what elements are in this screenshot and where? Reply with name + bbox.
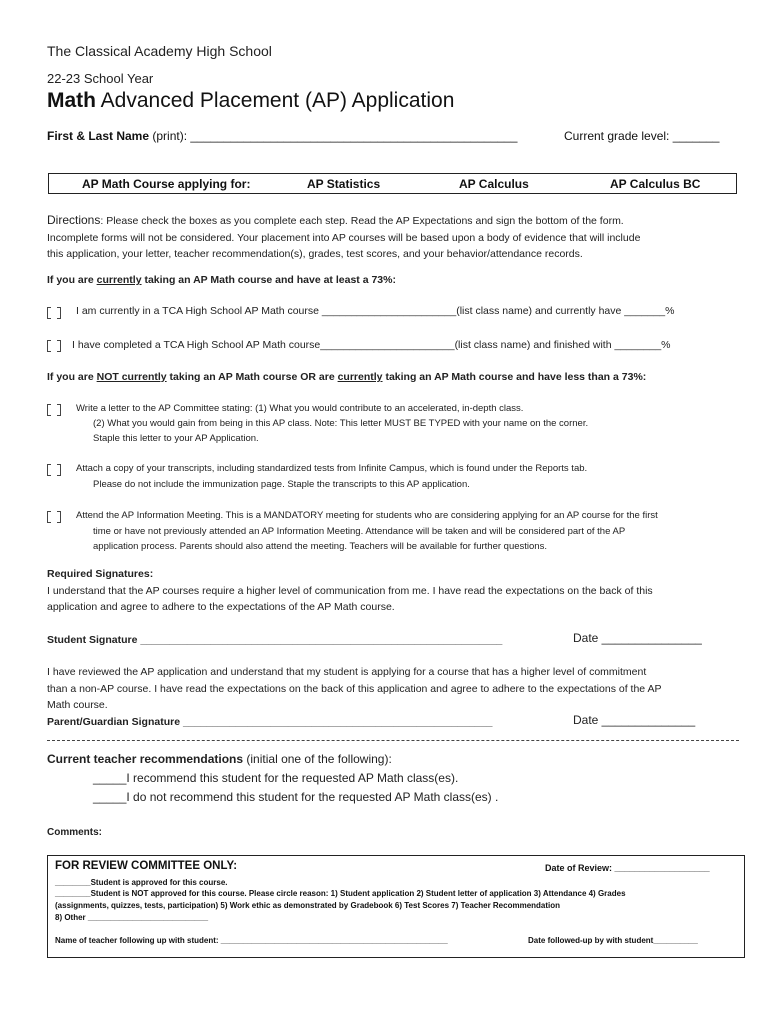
- review-committee-box: [47, 855, 745, 958]
- info-meeting-item: [76, 508, 658, 555]
- directions-line-2: Incomplete forms will not be considered. Your placement into AP courses will be based upon a body of evidence that will include: [47, 231, 641, 244]
- letter-line-1: Write a letter to the AP Committee stating: (1) What you would contribute to an accelerated, in-depth class.: [76, 403, 524, 414]
- date-followed-field[interactable]: Date followed-up by with student__________: [528, 936, 698, 945]
- review-title: FOR REVIEW COMMITTEE ONLY:: [55, 860, 238, 872]
- transcripts-item: [76, 461, 587, 492]
- checkbox-current-course[interactable]: [47, 307, 61, 317]
- review-approved[interactable]: ________Student is approved for this course.: [55, 878, 228, 887]
- review-other[interactable]: 8) Other ___________________________: [55, 913, 209, 922]
- student-statement-line-2: application and agree to adhere to the expectations of the AP Math course.: [47, 601, 395, 613]
- parent-signature-field[interactable]: Parent/Guardian Signature _____________________________________________________: [47, 716, 493, 728]
- teacher-recommend-option[interactable]: _____I recommend this student for the requested AP Math class(es).: [93, 771, 459, 785]
- letter-line-3: Staple this letter to your AP Application.: [93, 433, 259, 444]
- student-statement-line-1: I understand that the AP courses require a higher level of communication from me. I have read the expectations on the back of this: [47, 584, 653, 597]
- checkbox-letter[interactable]: [47, 404, 61, 414]
- teacher-heading-suffix: (initial one of the following):: [243, 752, 392, 766]
- student-signature-field[interactable]: Student Signature ______________________________________________________________: [47, 634, 503, 646]
- section-not-current-heading: [47, 369, 646, 386]
- heading-underlined: NOT currently: [96, 371, 167, 383]
- heading-underlined: currently: [337, 371, 383, 383]
- course-selection-box: [48, 173, 737, 194]
- section-current-heading: [47, 272, 396, 289]
- directions-line-3: this application, your letter, teacher recommendation(s), grades, test scores, and your behavior/attendance records.: [47, 248, 583, 260]
- teacher-followup-field[interactable]: Name of teacher following up with student: ___________________________________________________: [55, 936, 448, 945]
- meeting-line-1: Attend the AP Information Meeting. This is a MANDATORY meeting for students who are considering applying for an AP course for the first: [76, 510, 658, 521]
- letter-item: [76, 401, 588, 446]
- school-name: The Classical Academy High School: [47, 43, 272, 59]
- transcripts-line-1: Attach a copy of your transcripts, including standardized tests from Infinite Campus, which is found under the Reports tab.: [76, 463, 588, 474]
- student-date-field[interactable]: Date _______________: [573, 631, 702, 645]
- course-label: AP Math Course applying for:: [82, 177, 251, 191]
- letter-line-2: (2) What you would gain from being in this AP class. Note: This letter MUST BE TYPED with your name on the corner.: [93, 418, 589, 429]
- checkbox-info-meeting[interactable]: [47, 511, 61, 521]
- heading-part: If you are: [47, 371, 97, 383]
- heading-part: taking an AP Math course OR are: [166, 371, 338, 383]
- teacher-heading: Current teacher recommendations: [47, 752, 244, 766]
- checkbox-completed-course[interactable]: [47, 340, 61, 350]
- teacher-recommendations: [47, 750, 498, 807]
- course-option-ap-calculus[interactable]: AP Calculus: [459, 177, 529, 191]
- dashed-divider: [47, 740, 739, 741]
- comments-label: Comments:: [47, 827, 103, 838]
- directions-label: Directions: [47, 213, 101, 227]
- heading-part: taking an AP Math course and have at least a 73%:: [141, 274, 396, 286]
- review-date[interactable]: Date of Review: ___________________: [545, 863, 710, 873]
- page-title: [47, 89, 454, 113]
- completed-course-item: I have completed a TCA High School AP Math course_______________________(list class name) and finished with ________%: [72, 339, 671, 351]
- teacher-not-recommend-option[interactable]: _____I do not recommend this student for the requested AP Math class(es) .: [93, 790, 499, 804]
- heading-underlined: currently: [96, 274, 142, 286]
- review-not-approved-line-1[interactable]: ________Student is NOT approved for this course. Please circle reason: 1) Student application 2) Student letter of application 3) Attendance 4) Grades: [55, 889, 626, 898]
- directions-line-1: : Please check the boxes as you complete each step. Read the AP Expectations and sign the bottom of the form.: [100, 215, 624, 227]
- course-option-ap-calculus-bc[interactable]: AP Calculus BC: [610, 177, 701, 191]
- name-label: First & Last Name: [47, 129, 150, 143]
- parent-statement-line-2: than a non-AP course. I have read the expectations on the back of this application and agree to adhere to the expectations of the AP: [47, 682, 662, 695]
- name-field[interactable]: [47, 129, 517, 143]
- meeting-line-2: time or have not previously attended an AP Information Meeting. Attendance will be taken and will be considered part of the AP: [93, 525, 626, 537]
- transcripts-line-2: Please do not include the immunization page. Staple the transcripts to this AP application.: [93, 478, 470, 490]
- parent-statement-line-1: I have reviewed the AP application and understand that my student is applying for a course that has a higher level of commitment: [47, 666, 647, 678]
- grade-level-field[interactable]: Current grade level: _______: [564, 129, 720, 143]
- parent-date-field[interactable]: Date ______________: [573, 713, 696, 727]
- heading-part: If you are: [47, 274, 97, 286]
- course-option-ap-statistics[interactable]: AP Statistics: [307, 177, 381, 191]
- parent-statement: [47, 664, 661, 714]
- meeting-line-3: application process. Parents should also attend the meeting. Teachers will be available for further questions.: [93, 541, 547, 552]
- review-not-approved-line-2: (assignments, quizzes, tests, participation) 5) Work ethic as demonstrated by Gradebook 6) Test Scores 7) Teacher Recommendation: [55, 901, 561, 910]
- signatures-heading: Required Signatures:: [47, 568, 154, 580]
- title-rest: Advanced Placement (AP) Application: [96, 89, 455, 112]
- title-bold: Math: [47, 89, 96, 112]
- signatures-section: [47, 566, 653, 616]
- school-year: 22-23 School Year: [47, 71, 154, 86]
- directions: [47, 212, 640, 263]
- checkbox-transcripts[interactable]: [47, 464, 61, 474]
- heading-part: taking an AP Math course and have less than a 73%:: [382, 371, 647, 383]
- name-blank: (print): _________________________________________________: [149, 129, 518, 143]
- current-course-item: I am currently in a TCA High School AP Math course _______________________(list class name) and currently have _______%: [76, 305, 675, 317]
- parent-statement-line-3: Math course.: [47, 699, 108, 711]
